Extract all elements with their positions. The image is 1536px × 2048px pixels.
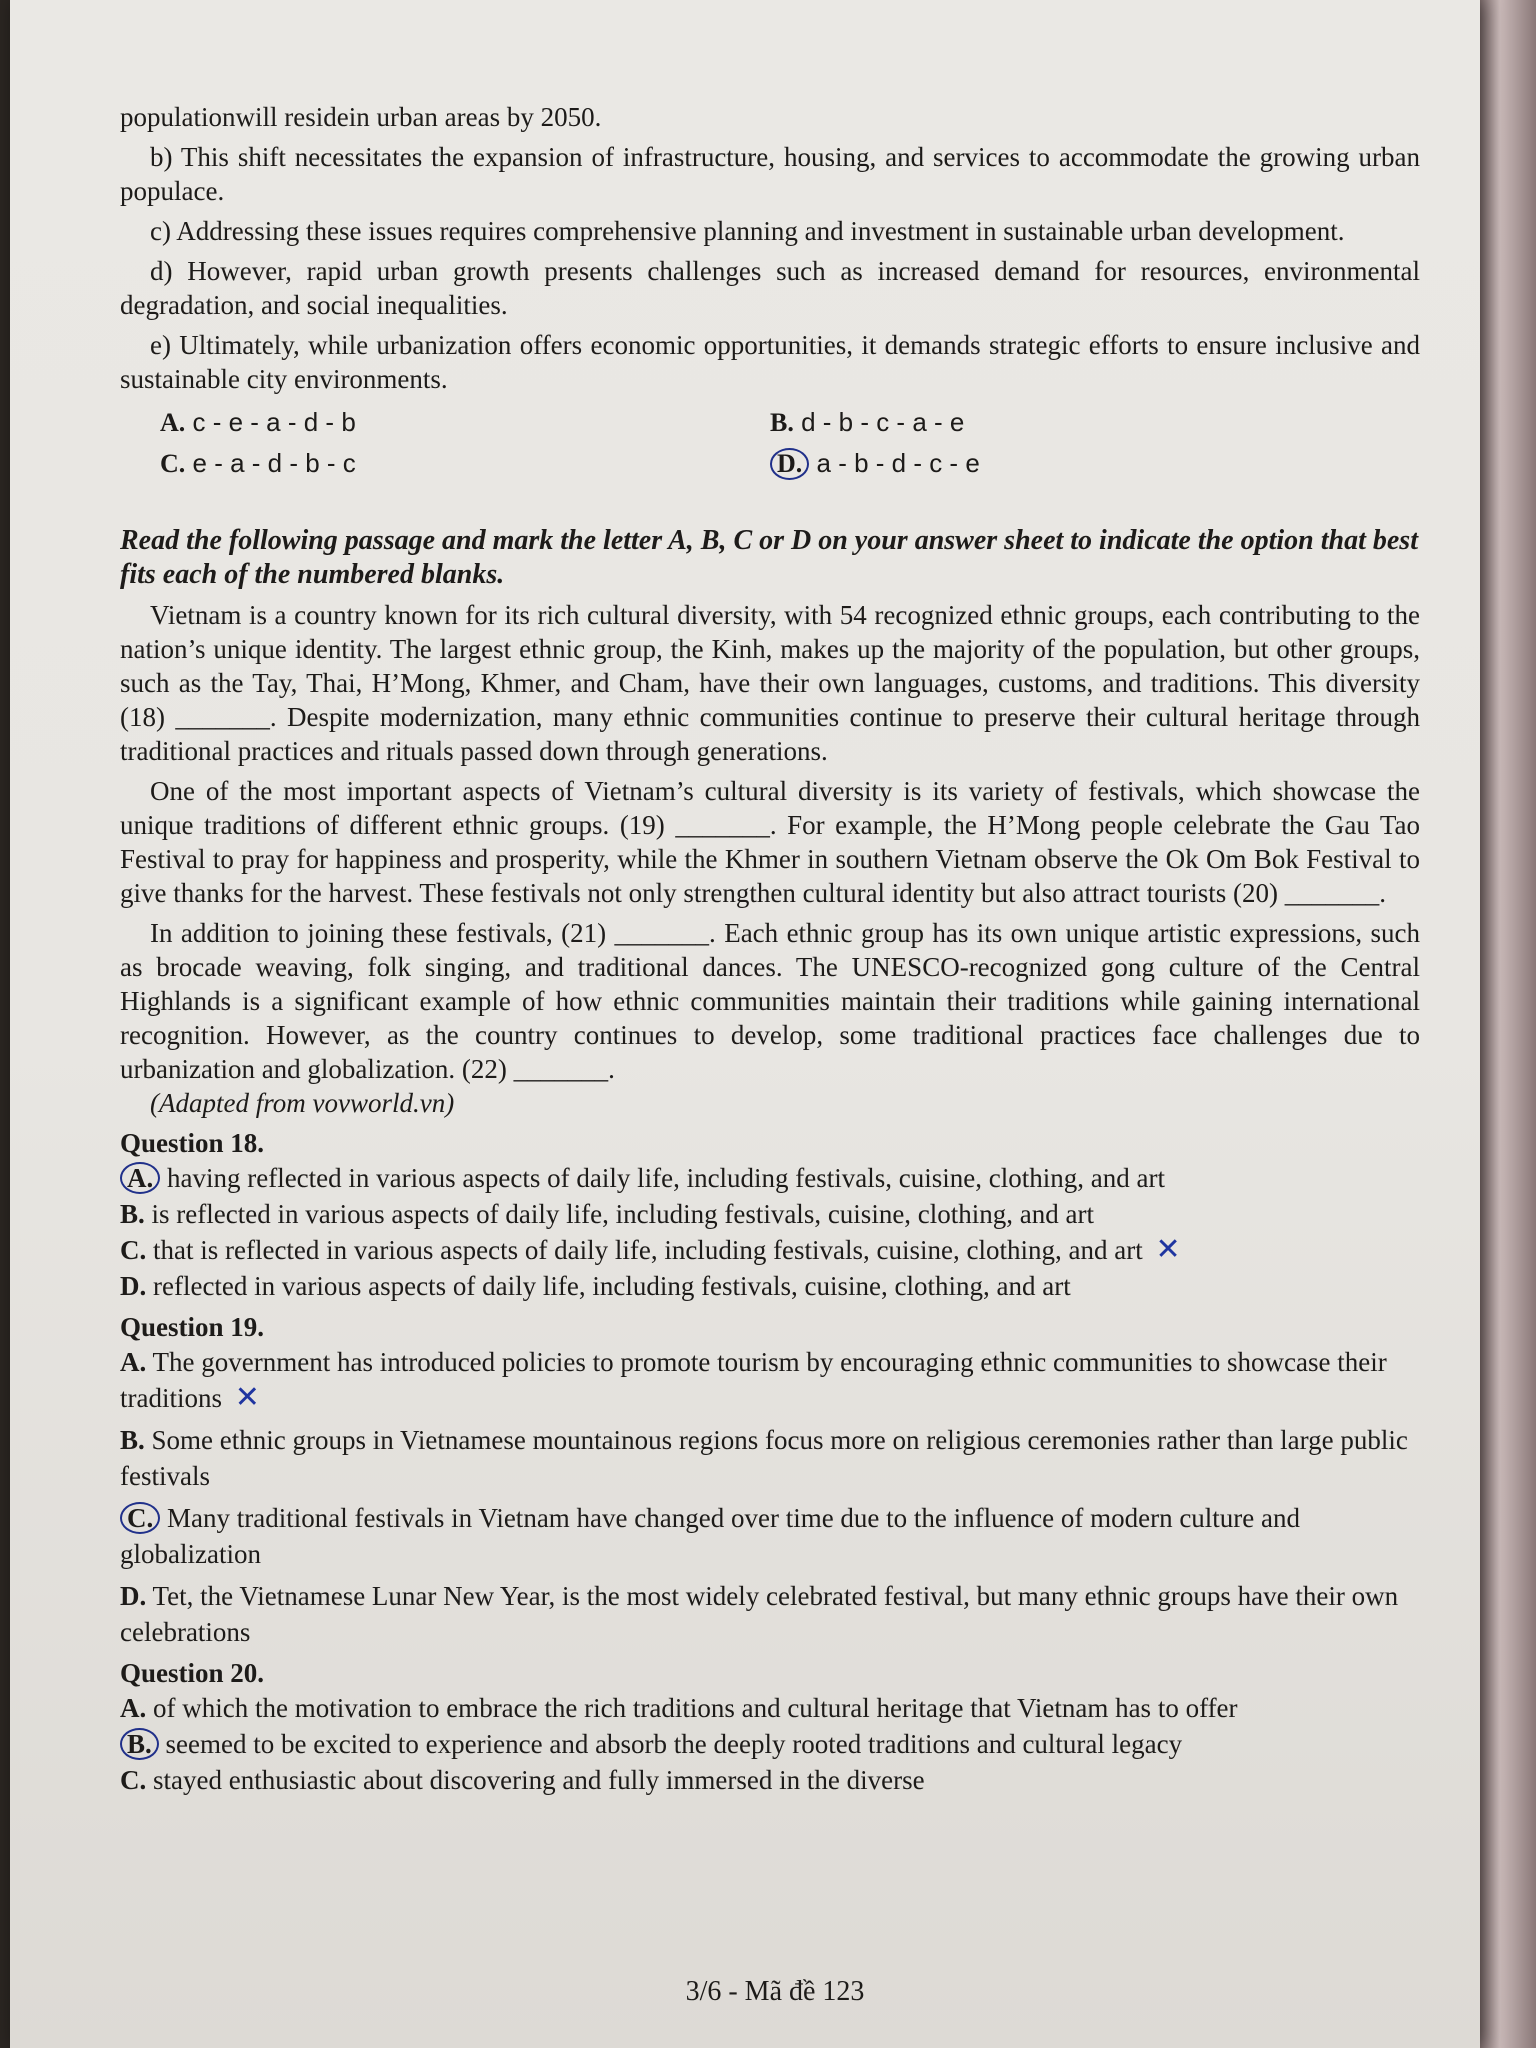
circled-answer-mark: C.: [120, 1502, 160, 1534]
section-instruction: Read the following passage and mark the letter A, B, C or D on your answer sheet to indicate the option that best fits each of the numbered blanks.: [120, 525, 1418, 590]
item-d: d) However, rapid urban growth presents challenges such as increased demand for resources, environmental degradation, and social inequalities.: [120, 256, 1420, 320]
item-b: b) This shift necessitates the expansion of infrastructure, housing, and services to accommodate the growing urban populace.: [120, 142, 1420, 206]
question-18-title: Question 18.: [120, 1128, 265, 1158]
q18-answer-a[interactable]: A. having reflected in various aspects of daily life, including festivals, cuisine, clothing, and art: [120, 1160, 1420, 1196]
q19-answer-b[interactable]: B. Some ethnic groups in Vietnamese mountainous regions focus more on religious ceremonies rather than large public festivals: [120, 1425, 1408, 1491]
circled-answer-mark: D.: [770, 448, 809, 480]
passage-source: (Adapted from vovworld.vn): [150, 1088, 455, 1118]
q20-answer-a[interactable]: A. of which the motivation to embrace the rich traditions and cultural heritage that Vietnam has to offer: [120, 1693, 1238, 1723]
q18-answer-c[interactable]: C. that is reflected in various aspects of daily life, including festivals, cuisine, clothing, and art ✕: [120, 1232, 1181, 1267]
option-d[interactable]: D. a - b - d - c - e: [770, 443, 1380, 484]
page-footer: 3/6 - Mã đề 123: [685, 1976, 865, 2007]
page-content: [120, 100, 1420, 1798]
q20-answer-b[interactable]: B. seemed to be excited to experience and absorb the deeply rooted traditions and cultural legacy: [120, 1726, 1420, 1762]
q19-answer-a[interactable]: A. The government has introduced policies to promote tourism by encouraging ethnic communities to showcase their traditions ✕: [120, 1347, 1387, 1415]
option-a[interactable]: A. c - e - a - d - b: [160, 407, 356, 437]
cross-mark-icon: ✕: [234, 1380, 260, 1415]
item-a-continuation: populationwill residein urban areas by 2050.: [120, 102, 602, 132]
passage-paragraph-3: In addition to joining these festivals, (21) _______. Each ethnic group has its own unique artistic expressions, such as brocade weaving, folk singing, and traditional dances. The UNESCO-recognized gong culture of the Central Highlands is a significant example of how ethnic communities maintain their traditions while gaining international recognition. However, as the country continues to develop, some traditional practices face challenges due to urbanization and globalization. (22) _______.: [120, 918, 1420, 1084]
option-c[interactable]: C. e - a - d - b - c: [160, 448, 356, 478]
exam-page: [10, 0, 1480, 2048]
ordering-options: [160, 402, 1420, 484]
circled-answer-mark: B.: [120, 1728, 159, 1760]
passage-paragraph-1: Vietnam is a country known for its rich cultural diversity, with 54 recognized ethnic groups, each contributing to the nation’s unique identity. The largest ethnic group, the Kinh, makes up the majority of the population, but other groups, such as the Tay, Thai, H’Mong, Khmer, and Cham, have their own languages, customs, and traditions. This diversity (18) _______. Despite modernization, many ethnic communities continue to preserve their cultural heritage through traditional practices and rituals passed down through generations.: [120, 600, 1420, 766]
q19-answer-d[interactable]: D. Tet, the Vietnamese Lunar New Year, is the most widely celebrated festival, but many ethnic groups have their own celebrations: [120, 1581, 1399, 1647]
item-e: e) Ultimately, while urbanization offers economic opportunities, it demands strategic efforts to ensure inclusive and sustainable city environments.: [120, 330, 1420, 394]
passage-paragraph-2: One of the most important aspects of Vietnam’s cultural diversity is its variety of festivals, which showcase the unique traditions of different ethnic groups. (19) _______. For example, the H’Mong people celebrate the Gau Tao Festival to pray for happiness and prosperity, while the Khmer in southern Vietnam observe the Ok Om Bok Festival to give thanks for the harvest. These festivals not only strengthen cultural identity but also attract tourists (20) _______.: [120, 776, 1420, 908]
q18-answer-d[interactable]: D. reflected in various aspects of daily life, including festivals, cuisine, clothing, and art: [120, 1271, 1071, 1301]
cross-mark-icon: ✕: [1155, 1232, 1181, 1267]
item-c: c) Addressing these issues requires comprehensive planning and investment in sustainable urban development.: [150, 216, 1345, 246]
q19-answer-c[interactable]: C. Many traditional festivals in Vietnam have changed over time due to the influence of modern culture and globalization: [120, 1503, 1301, 1569]
q20-answer-c[interactable]: C. stayed enthusiastic about discovering and fully immersed in the diverse: [120, 1765, 925, 1795]
question-19-title: Question 19.: [120, 1312, 265, 1342]
circled-answer-mark: A.: [120, 1162, 160, 1194]
option-b[interactable]: B. d - b - c - a - e: [770, 407, 965, 437]
q18-answer-b[interactable]: B. is reflected in various aspects of daily life, including festivals, cuisine, clothing, and art: [120, 1199, 1094, 1229]
question-20-title: Question 20.: [120, 1658, 265, 1688]
